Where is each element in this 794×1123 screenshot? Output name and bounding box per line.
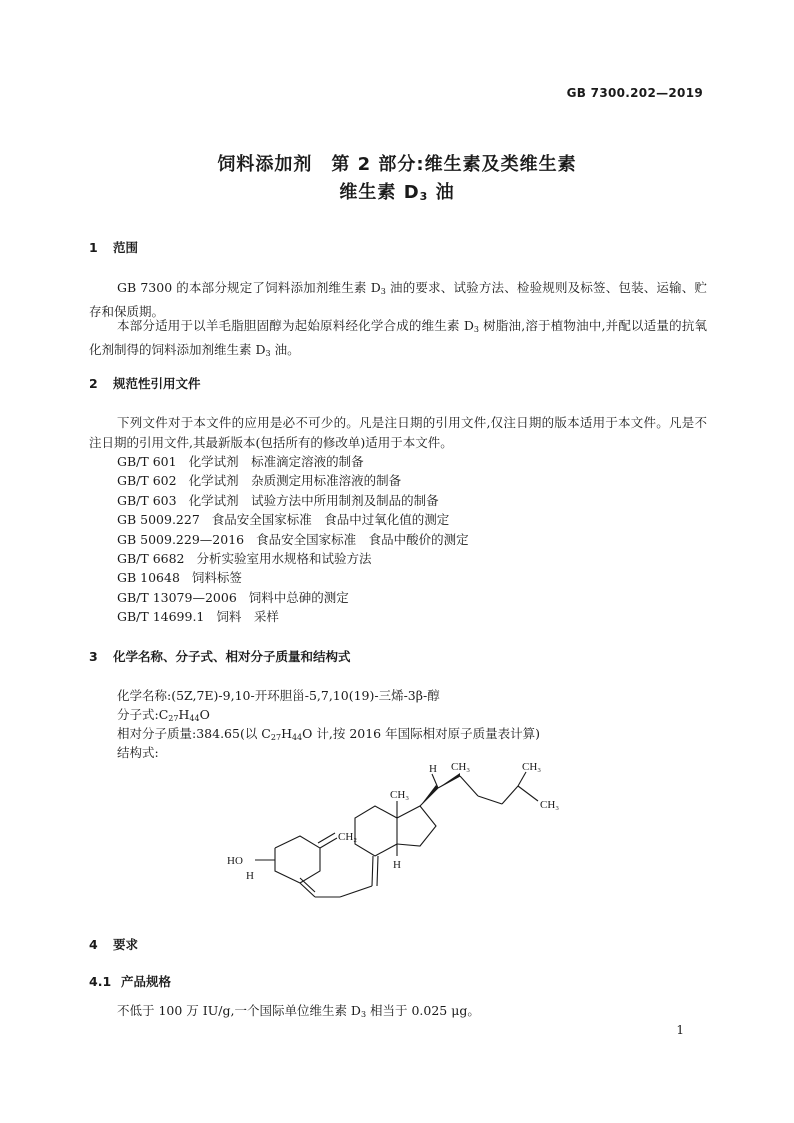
molecular-formula: 分子式$:C_{27}H_{44}O$ [117, 707, 210, 723]
chemical-name: 化学名称:(5Z,7E)-9,10-开环胆甾-5,7,10(19)-三烯-3β-醇 [117, 688, 440, 703]
reference-title: 饲料中总砷的测定 [248, 589, 349, 605]
reference-title: 化学试剂 标准滴定溶液的制备 [188, 454, 364, 469]
atom-h-top: H [429, 763, 437, 775]
reference-title: 化学试剂 试验方法中所用制剂及制品的制备 [188, 492, 439, 508]
atom-ch3-a: CH₃ [522, 761, 542, 773]
atom-h-bottom: H [246, 870, 254, 882]
product-spec-text: 不低于 100 万 IU/g,一个国际单位维生素 $D_3$ 相当于 0.025 μg。 [117, 1003, 480, 1019]
reference-title: 饲料 采样 [216, 609, 279, 625]
section-4-1-heading: 4.1 产品规格 [89, 974, 172, 989]
section-1-para-1: GB 7300 的本部分规定了饲料添加剂维生素 $D_3$ 油的要求、试验方法、检验规则及标签、包装、运输、贮存和保质期。 [89, 280, 707, 319]
standard-code: GB 7300.202—2019 [566, 86, 703, 100]
atom-ch2: CH₂ [338, 831, 358, 843]
reference-code: GB/T 602 [117, 473, 177, 489]
reference-item [117, 510, 449, 528]
section-4-heading: 4 要求 [89, 937, 139, 952]
reference-code: GB/T 14699.1 [117, 609, 205, 625]
reference-item [117, 549, 372, 567]
structural-formula [210, 756, 580, 906]
reference-title: 饲料标签 [191, 570, 242, 586]
section-2-intro: 下列文件对于本文件的应用是必不可少的。凡是注日期的引用文件,仅注日期的版本适用于本文件。凡是不注日期的引用文件,其最新版本(包括所有的修改单)适用于本文件。 [89, 415, 707, 450]
wedge-bond [420, 785, 438, 806]
section-1-para-2: 本部分适用于以羊毛脂胆固醇为起始原料经化学合成的维生素 $D_3$ 树脂油,溶于植物油中,并配以适量的抗氧化剂制得的饲料添加剂维生素 $D_3$ 油。 [89, 318, 708, 358]
reference-title: 食品安全国家标准 食品中过氧化值的测定 [211, 512, 450, 528]
section-3-heading: 3 化学名称、分子式、相对分子质量和结构式 [89, 649, 351, 664]
reference-item [117, 452, 364, 470]
atom-h-ring: H [393, 859, 401, 871]
reference-code: GB 5009.229—2016 [117, 531, 245, 547]
title-line-1: 饲料添加剂 第 2 部分:维生素及类维生素 [217, 154, 577, 175]
reference-code: GB/T 6682 [117, 551, 185, 566]
structure-label: 结构式: [117, 745, 159, 760]
page-number: 1 [676, 1023, 684, 1037]
reference-title: 分析实验室用水规格和试验方法 [196, 551, 372, 566]
atom-ch3-ring: CH₃ [390, 789, 410, 801]
reference-code: GB 5009.227 [117, 512, 200, 528]
reference-code: GB 10648 [117, 570, 180, 586]
section-1-heading: 1 范围 [89, 240, 139, 255]
reference-item [117, 607, 279, 625]
reference-code: GB/T 601 [117, 454, 177, 469]
atom-ho: HO [227, 855, 243, 867]
reference-code: GB/T 603 [117, 492, 177, 508]
reference-item [117, 530, 469, 548]
atom-ch3-b: CH₃ [540, 799, 560, 811]
reference-item [117, 471, 401, 489]
atom-ch3-top: CH₃ [451, 761, 471, 773]
title-line-2: 维生素 $D_3$ 油 [339, 182, 455, 203]
reference-code: GB/T 13079—2006 [117, 589, 237, 605]
reference-item [117, 491, 439, 509]
molecular-mass: 相对分子质量:384.65(以 $C_{27}H_{44}O$ 计,按 2016 年国际相对原子质量表计算) [117, 726, 540, 742]
reference-title: 食品安全国家标准 食品中酸价的测定 [256, 531, 469, 547]
section-2-heading: 2 规范性引用文件 [89, 376, 201, 391]
reference-item [117, 588, 349, 606]
reference-title: 化学试剂 杂质测定用标准溶液的制备 [188, 473, 402, 489]
reference-item [117, 568, 242, 586]
